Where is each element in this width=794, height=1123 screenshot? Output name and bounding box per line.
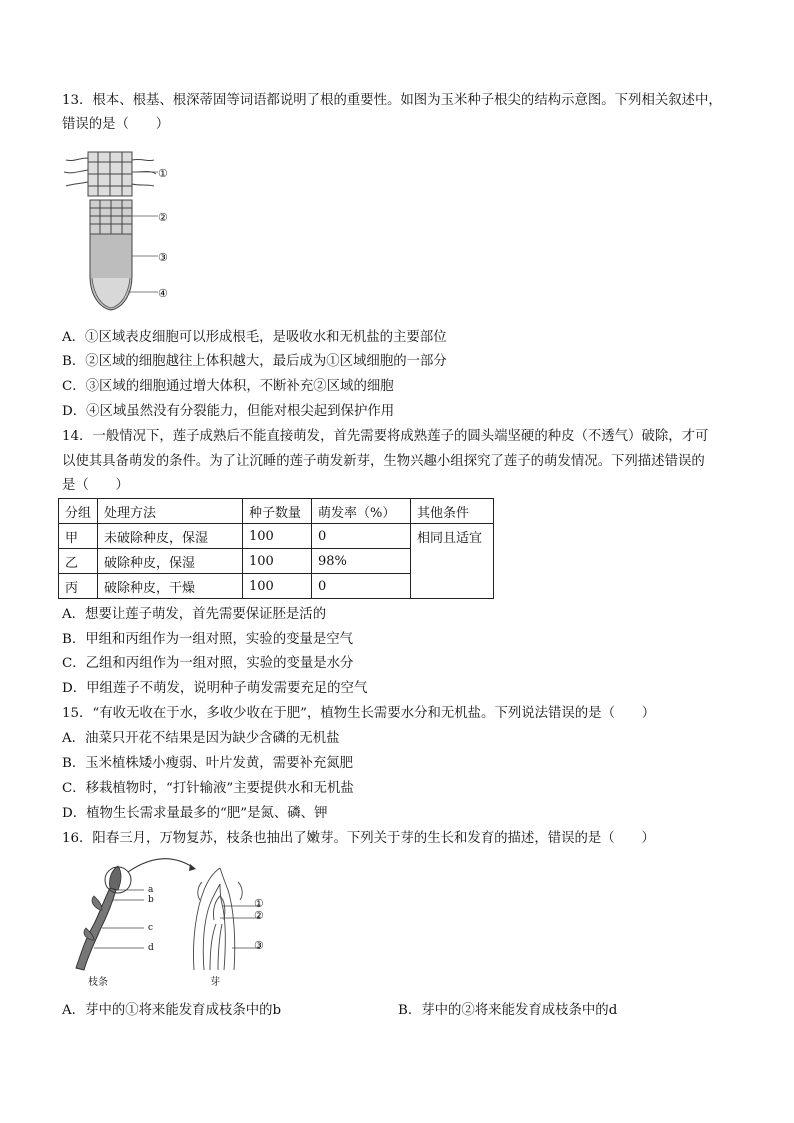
experiment-table [58, 498, 494, 599]
q13-option-a: A．①区域表皮细胞可以形成根毛，是吸收水和无机盐的主要部位 [62, 330, 447, 345]
root-label-2: ② [158, 211, 168, 224]
cell-other-conditions: 相同且适宜 [411, 524, 494, 599]
header-other-conditions: 其他条件 [411, 499, 494, 524]
q16-option-b: B．芽中的②将来能发育成枝条中的d [398, 1003, 618, 1018]
caption-branch: 枝条 [88, 977, 108, 988]
q14-option-b: B．甲组和丙组作为一组对照，实验的变量是空气 [62, 632, 354, 647]
root-label-1: ① [158, 167, 168, 180]
q14-option-a: A．想要让莲子萌发，首先需要保证胚是活的 [62, 607, 327, 622]
branch-bud-figure [64, 860, 284, 990]
q13-option-d: D．④区域虽然没有分裂能力，但能对根尖起到保护作用 [62, 404, 395, 419]
bud-label-1: ① [254, 897, 264, 910]
header-group: 分组 [59, 499, 98, 524]
q13-stem-line1: 13．根本、根基、根深蒂固等词语都说明了根的重要性。如图为玉米种子根尖的结构示意图。下列相关叙述中， [62, 93, 722, 108]
header-seed-count: 种子数量 [243, 499, 312, 524]
caption-bud: 芽 [210, 977, 220, 988]
branch-label-b: b [148, 895, 154, 905]
q14-stem-line3: 是（ ） [62, 478, 129, 493]
q15-option-d: D．植物生长需求量最多的“肥”是氮、磷、钾 [62, 806, 328, 821]
table-row [59, 524, 494, 549]
elongation-zone [90, 200, 132, 234]
cell-group: 甲 [59, 524, 98, 549]
cell-group: 乙 [59, 549, 98, 574]
cell-method: 破除种皮，保湿 [98, 549, 243, 574]
header-germination-rate: 萌发率（%） [312, 499, 411, 524]
branch-label-a: a [148, 885, 154, 895]
bud-label-2: ② [254, 909, 264, 922]
q13-option-c: C．③区域的细胞通过增大体积，不断补充②区域的细胞 [62, 379, 394, 394]
cell-seed-count: 100 [243, 524, 312, 549]
branch-bud [109, 866, 121, 890]
cell-germination-rate: 98% [312, 549, 411, 574]
root-label-4: ④ [158, 287, 168, 300]
root-hair-zone [64, 152, 156, 196]
q14-option-d: D．甲组莲子不萌发，说明种子萌发需要充足的空气 [62, 681, 368, 696]
q13-option-b: B．②区域的细胞越往上体积越大，最后成为①区域细胞的一部分 [62, 354, 447, 369]
branch-label-c: c [148, 923, 154, 933]
q13-stem-line2: 错误的是（ ） [62, 117, 170, 132]
header-method: 处理方法 [98, 499, 243, 524]
q15-option-b: B．玉米植株矮小瘦弱、叶片发黄，需要补充氮肥 [62, 756, 354, 771]
magnify-arrow [128, 859, 194, 872]
cell-seed-count: 100 [243, 549, 312, 574]
table-header-row [59, 499, 494, 524]
root-cap [92, 278, 130, 308]
q15-stem: 15．“有收无收在于水，多收少收在于肥”，植物生长需要水分和无机盐。下列说法错误的是（ ） [62, 706, 656, 721]
bud-section [193, 868, 242, 970]
cell-seed-count: 100 [243, 574, 312, 599]
q15-option-c: C．移栽植物时，“打针输液”主要提供水和无机盐 [62, 781, 354, 796]
q14-option-c: C．乙组和丙组作为一组对照，实验的变量是水分 [62, 656, 354, 671]
q16-option-a: A．芽中的①将来能发育成枝条中的b [62, 1003, 282, 1018]
cell-method: 破除种皮，干燥 [98, 574, 243, 599]
cell-method: 未破除种皮，保湿 [98, 524, 243, 549]
root-tip-figure [60, 148, 190, 313]
q16-stem: 16．阳春三月，万物复苏，枝条也抽出了嫩芽。下列关于芽的生长和发育的描述，错误的是（ ） [62, 831, 655, 846]
root-label-3: ③ [158, 251, 168, 264]
cell-germination-rate: 0 [312, 574, 411, 599]
cell-germination-rate: 0 [312, 524, 411, 549]
bud-label-3: ③ [254, 939, 264, 952]
q15-option-a: A．油菜只开花不结果是因为缺少含磷的无机盐 [62, 731, 340, 746]
q14-stem-line2: 以使其具备萌发的条件。为了让沉睡的莲子萌发新芽，生物兴趣小组探究了莲子的萌发情况。下列描述错误的 [62, 454, 705, 469]
cell-group: 丙 [59, 574, 98, 599]
branch-label-d: d [148, 943, 154, 953]
q14-stem-line1: 14．一般情况下，莲子成熟后不能直接萌发，首先需要将成熟莲子的圆头端坚硬的种皮（不透气）破除，才可 [62, 429, 709, 444]
